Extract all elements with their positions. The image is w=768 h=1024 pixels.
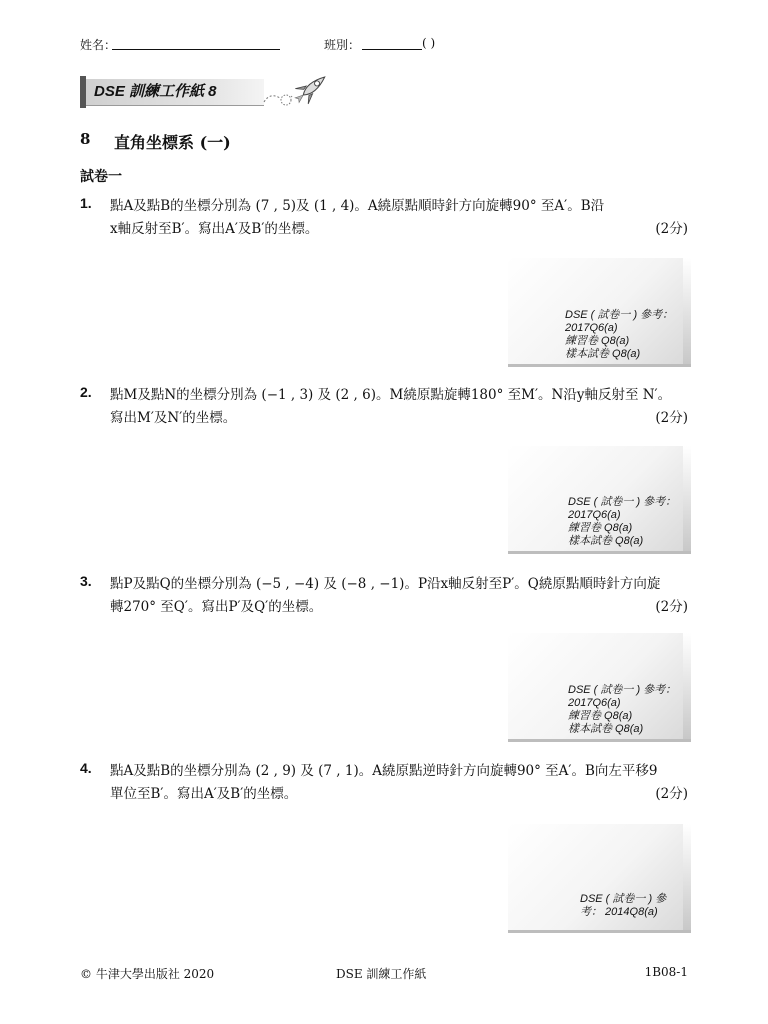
question-marks: (2分)	[655, 599, 688, 615]
rocket-icon	[262, 66, 342, 110]
reference-text: DSE ( 試卷一 ) 參考： 2017Q6(a) 練習卷 Q8(a) 樣本試卷 Q8(a)	[568, 684, 677, 735]
question-text-line: 寫出M′及N′的坐標。	[110, 410, 237, 426]
name-label: 姓名：	[80, 38, 117, 52]
question-number: 2.	[80, 384, 92, 400]
class-number-paren: ( )	[422, 36, 436, 50]
reference-text: DSE ( 試卷一 ) 參考： 2017Q6(a) 練習卷 Q8(a) 樣本試卷 Q8(a)	[568, 496, 677, 547]
class-label: 班別：	[324, 38, 361, 52]
name-blank-line	[112, 49, 280, 50]
reference-text: DSE ( 試卷一 ) 參考： 2017Q6(a) 練習卷 Q8(a) 樣本試卷 Q8(a)	[565, 309, 674, 360]
section-number: 8	[80, 130, 91, 148]
question-text-line: 點A及點B的坐標分別為 (7 , 5)及 (1 , 4)。A繞原點順時針方向旋轉90° 至A′。B沿	[110, 198, 605, 214]
footer-page-number: 1B08-1	[644, 965, 688, 979]
banner-flag	[80, 76, 86, 108]
question-text-line: 點A及點B的坐標分別為 (2 , 9) 及 (7 , 1)。A繞原點逆時針方向旋轉90° 至A′。B向左平移9	[110, 763, 658, 779]
paper-title: 試卷一	[80, 169, 122, 185]
question-marks: (2分)	[655, 786, 688, 802]
question-text-line: 單位至B′。寫出A′及B′的坐標。	[110, 786, 298, 802]
question-marks: (2分)	[655, 410, 688, 426]
worksheet-title: DSE 訓練工作紙 8	[94, 83, 217, 100]
section-title: 直角坐標系 (一)	[114, 133, 231, 152]
class-blank-line	[362, 49, 422, 50]
question-number: 1.	[80, 195, 92, 211]
question-text-line: 點P及點Q的坐標分別為 (−5 , −4) 及 (−8 , −1)。P沿x軸反射至P′。Q繞原點順時針方向旋	[110, 576, 661, 592]
footer-copyright: © 牛津大學出版社 2020	[80, 967, 215, 981]
question-marks: (2分)	[655, 221, 688, 237]
reference-text: DSE ( 試卷一 ) 參 考： 2014Q8(a)	[580, 893, 667, 918]
question-number: 3.	[80, 573, 92, 589]
footer-title: DSE 訓練工作紙	[336, 967, 427, 981]
question-number: 4.	[80, 760, 92, 776]
question-text-line: 點M及點N的坐標分別為 (−1 , 3) 及 (2 , 6)。M繞原點旋轉180° 至M′。N沿y軸反射至 N′。	[110, 387, 672, 403]
question-text-line: x軸反射至B′。寫出A′及B′的坐標。	[110, 221, 319, 237]
question-text-line: 轉270° 至Q′。寫出P′及Q′的坐標。	[110, 599, 323, 615]
